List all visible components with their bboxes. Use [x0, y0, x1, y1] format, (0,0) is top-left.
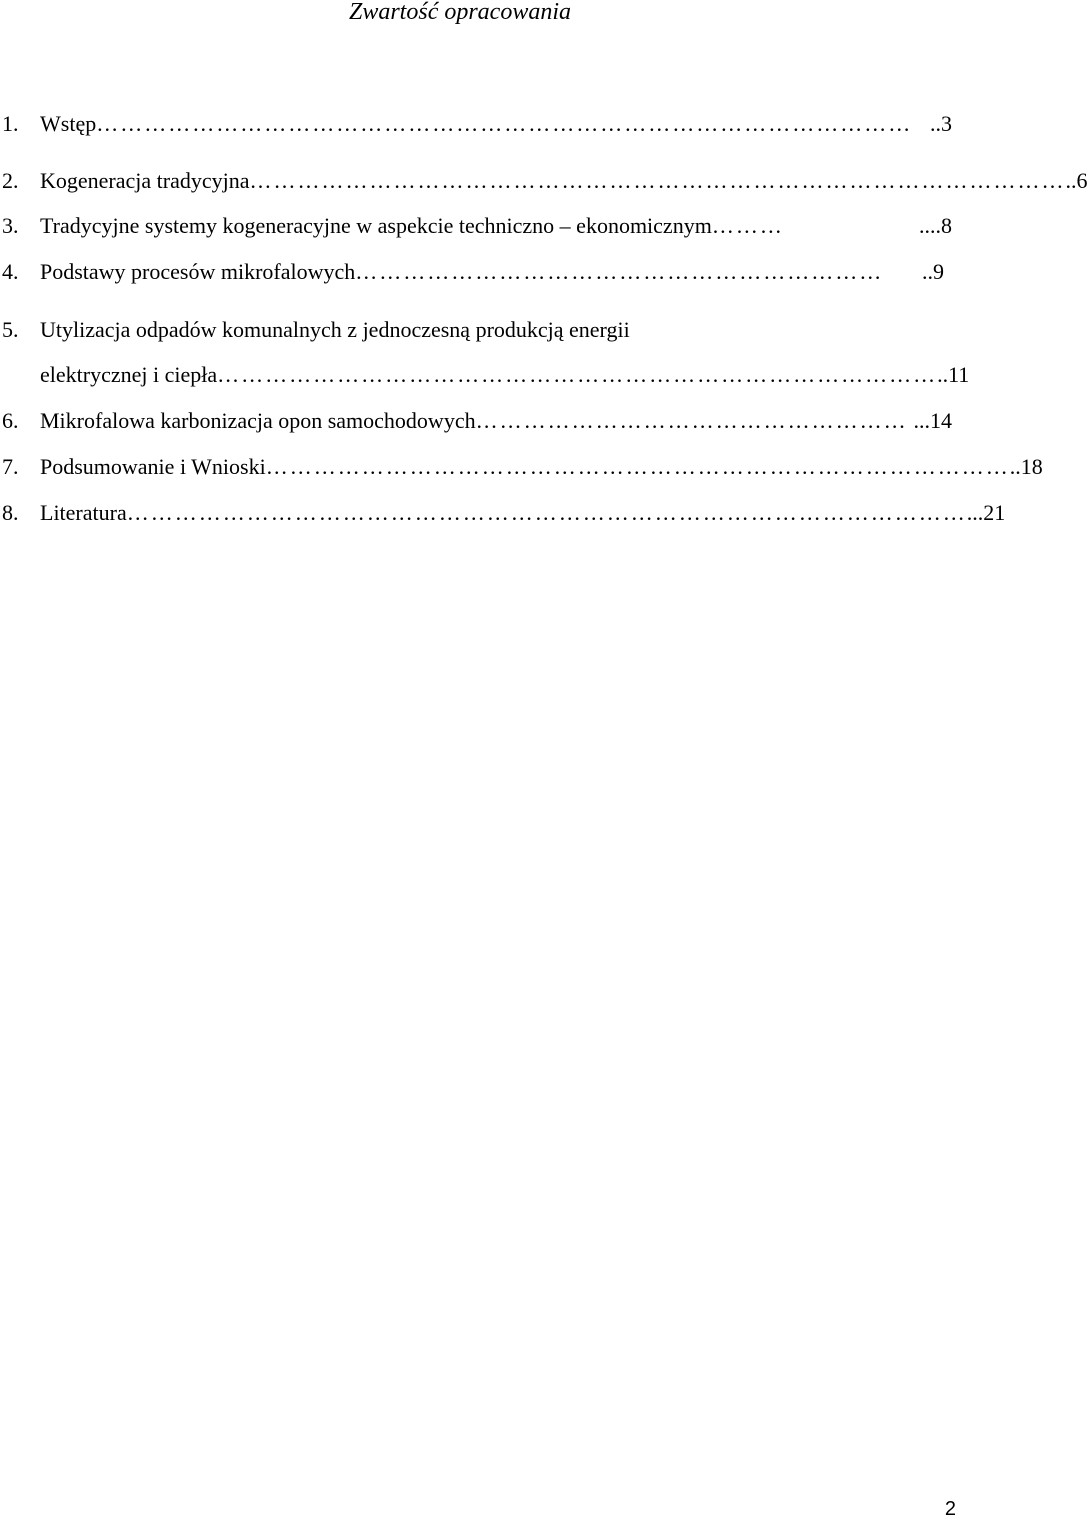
toc-entry-leader: ………………………………………………………… — [355, 259, 884, 284]
toc-entry-number: 1. — [2, 111, 19, 136]
toc-entry — [0, 106, 952, 142]
toc-entry-line — [40, 106, 952, 142]
toc-entry-leader: ………………………………………………………………………………………… — [96, 111, 913, 136]
page-number: 2 — [944, 1498, 956, 1520]
toc-entry — [0, 163, 1088, 199]
toc-entry-title: Kogeneracja tradycyjna — [40, 168, 250, 193]
toc-entry-title: Mikrofalowa karbonizacja opon samochodowych — [40, 408, 476, 433]
toc-entry-leader: …………………………………………………………………………………………… — [126, 500, 967, 525]
toc-entry-leader: ……………………………………………………………………………… — [217, 362, 938, 387]
toc-entry-page: ..3 — [930, 111, 952, 136]
toc-entry-page: ...21 — [966, 500, 1006, 525]
toc-entry-line — [40, 449, 1043, 485]
toc-entry-title: Podsumowanie i Wnioski — [40, 454, 266, 479]
toc-entry — [0, 449, 1043, 485]
toc-entry-line — [40, 403, 952, 439]
toc-entry-leader: ………………………………………………………………………………… — [265, 454, 1010, 479]
toc-entry-title-line1: Utylizacja odpadów komunalnych z jednoczesną produkcją energii — [40, 317, 630, 342]
toc-entry — [0, 312, 970, 396]
toc-entry-number: 5. — [2, 317, 19, 342]
toc-entry — [0, 495, 1006, 531]
toc-entry — [0, 208, 952, 244]
toc-entry-leader: ……………………………………………… — [475, 408, 908, 433]
toc-entry — [0, 254, 952, 290]
toc-entry-leader: ……… — [711, 213, 784, 238]
toc-entry-title: Tradycyjne systemy kogeneracyjne w aspekcie techniczno – ekonomicznym — [40, 213, 712, 238]
toc-entry-line — [40, 357, 970, 393]
toc-entry-title: Podstawy procesów mikrofalowych — [40, 259, 356, 284]
toc-entry-page: ..11 — [937, 362, 970, 387]
toc-entry-page: ...14 — [913, 408, 952, 433]
toc-entry-line — [40, 495, 1006, 531]
document-title: Zwartość opracowania — [348, 0, 572, 25]
toc-entry-line — [40, 208, 952, 244]
toc-entry-number: 8. — [2, 500, 19, 525]
toc-entry — [0, 403, 952, 439]
toc-entry-number: 6. — [2, 408, 19, 433]
toc-entry-page: ..6 — [1065, 168, 1088, 193]
toc-entry-title: Literatura — [40, 500, 127, 525]
toc-entry-leader: ………………………………………………………………………………………… — [249, 168, 1066, 193]
toc-entry-page: ....8 — [919, 213, 952, 238]
toc-entry-title: elektrycznej i ciepła — [40, 362, 218, 387]
toc-entry-title: Wstęp — [40, 111, 97, 136]
toc-entry-number: 2. — [2, 168, 19, 193]
toc-entry-number: 7. — [2, 454, 19, 479]
toc-entry-page: ..18 — [1009, 454, 1043, 479]
toc-entry-number: 3. — [2, 213, 19, 238]
toc-entry-number: 4. — [2, 259, 19, 284]
toc-entry-page: ..9 — [922, 259, 944, 284]
toc-entry-line — [40, 163, 1088, 199]
toc-entry-line — [40, 254, 944, 290]
